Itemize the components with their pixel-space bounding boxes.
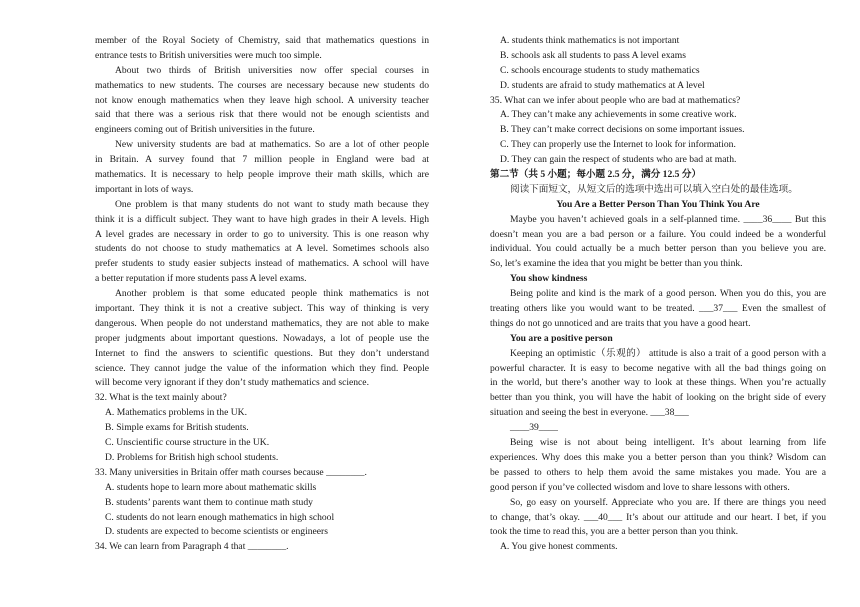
text-line: dangerous. When people do not understand mathematics, they are not able to make [95, 317, 429, 329]
section-heading: You Are a Better Person Than You Think You Are [556, 198, 760, 210]
answer-option: B. students’ parents want them to continue math study [105, 496, 313, 508]
text-line: will become very ignorant if they don’t study mathematics and science. [95, 377, 369, 389]
question-stem: 32. What is the text mainly about? [95, 392, 227, 404]
section-heading: You show kindness [510, 273, 588, 285]
text-line: New university students are bad at mathematics. So are a lot of other people [115, 139, 429, 151]
answer-option: D. They can gain the respect of students who are bad at math. [500, 154, 737, 166]
answer-option: D. Problems for British high school students. [105, 451, 279, 463]
text-line: Being polite and kind is the mark of a good person. When you do this, you are [510, 288, 826, 300]
text-line: better than you think, you will have the habit of looking on the bright side of every [490, 392, 826, 404]
text-line: good person if you’ve collected wisdom and love to share lessons with others. [490, 481, 790, 493]
text-line: A level grades are necessary in order to go to university. This is one reason why [95, 228, 429, 240]
text-line: students do not choose to study mathematics at A level. Sometimes schools also [95, 243, 429, 255]
answer-option: A. Mathematics problems in the UK. [105, 407, 248, 419]
text-line: Keeping an optimistic（乐观的） attitude is also a trait of a good person with a [510, 347, 826, 359]
text-line: things do not go unnoticed and are traits that you have a good heart. [490, 317, 751, 329]
text-line: situation and seeing the best in everyone. ___38___ [490, 407, 689, 419]
answer-option: C. students do not learn enough mathematics in high school [105, 511, 335, 523]
text-line: entrance tests to British universities were much too simple. [95, 49, 322, 61]
text-line: took the time to read this, you are a better person than you think. [490, 526, 739, 538]
text-line: experiences. Why does this make you a better person than you think? Wisdom can [490, 451, 826, 463]
text-line: So, let’s examine the idea that you might be better than you think. [490, 258, 743, 270]
text-line: powerful character. It is easy to become negative with all the bad things going on [490, 362, 826, 374]
answer-option: B. They can’t make correct decisions on some important issues. [500, 124, 745, 136]
text-line: Another problem is that some educated people think mathematics is not [115, 288, 429, 300]
text-line: in Britain. A survey found that 7 million people in England were bad at [95, 154, 429, 166]
text-line: mathematics to new students. The courses are necessary because new students do [95, 79, 429, 91]
text-line: proper judgments about important questions. Nowadays, a lot of people use the [95, 332, 429, 344]
text-line: a better reputation if more students pass A level exams. [95, 273, 307, 285]
question-stem: 35. What can we infer about people who are bad at mathematics? [490, 94, 741, 106]
answer-option: D. students are afraid to study mathematics at A level [500, 79, 705, 91]
answer-option: C. They can properly use the Internet to look for information. [500, 139, 736, 151]
text-line: 阅读下面短文，从短文后的选项中选出可以填入空白处的最佳选项。 [510, 183, 798, 195]
text-line: not know enough mathematics when they leave high school. A university teacher [95, 94, 429, 106]
text-line: important. They think it is not a creative subject. This way of thinking is very [95, 303, 429, 315]
section-heading: 第二节（共 5 小题；每小题 2.5 分，满分 12.5 分） [490, 169, 702, 181]
text-line: in the world, but there’s another way to look at these things. When you’re actually [490, 377, 826, 389]
answer-option: D. students are expected to become scientists or engineers [105, 526, 328, 538]
text-line: ____39____ [510, 422, 558, 434]
answer-option: C. schools encourage students to study mathematics [500, 64, 700, 76]
text-line: doesn’t mean you are a bad person or a failure. You could indeed be a wonderful [490, 228, 826, 240]
text-line: Maybe you haven’t achieved goals in a self-planned time. ____36____ But this [510, 213, 826, 225]
left-column [95, 34, 429, 555]
text-line: One problem is that many students do not want to study math because they [115, 198, 429, 210]
text-line: mathematics. It is necessary to help people improve their math skills, which are [95, 169, 429, 181]
text-line: important in lots of ways. [95, 183, 194, 195]
answer-option: C. Unscientific course structure in the UK. [105, 437, 270, 449]
text-line: Internet to find the answers to scientific questions. But they don’t understand [95, 347, 429, 359]
text-line: engineers coming out of British universities in the future. [95, 124, 315, 136]
text-line: Being wise is not about being intelligent. It’s about learning from life [510, 437, 826, 449]
text-line: individual. You could actually be a much better person than you believe you are. [490, 243, 826, 255]
section-heading: You are a positive person [510, 332, 613, 344]
text-line: said that there was a serious risk that there would not be enough scientists and [95, 109, 429, 121]
text-line: think it is a difficult subject. They want to have high grades in their A levels. High [95, 213, 429, 225]
right-column [490, 34, 826, 555]
text-line: So, go easy on yourself. Appreciate who you are. If there are things you need [510, 496, 826, 508]
question-stem: 34. We can learn from Paragraph 4 that ________. [95, 541, 289, 553]
answer-option: B. Simple exams for British students. [105, 422, 249, 434]
answer-option: A. students think mathematics is not important [500, 35, 680, 46]
text-line: science. They cannot judge the value of the information which they find. People [95, 362, 429, 374]
text-line: prefer students to study easier subjects instead of mathematics. A school will have [95, 258, 429, 270]
text-line: be passed to others to help them avoid the same mistakes you made. You are a [490, 466, 826, 478]
text-line: treating others like you would want to be treated. ___37___ Even the smallest of [490, 303, 826, 315]
answer-option: A. You give honest comments. [500, 541, 618, 553]
text-line: to change, that’s okay. ___40___ It’s about our attitude and our heart. I bet, if you [490, 511, 826, 523]
text-line: member of the Royal Society of Chemistry, said that mathematics questions in [95, 35, 429, 46]
answer-option: A. They can’t make any achievements in some creative work. [500, 109, 737, 121]
answer-option: B. schools ask all students to pass A level exams [500, 49, 686, 61]
text-line: About two thirds of British universities now offer special courses in [115, 64, 429, 76]
answer-option: A. students hope to learn more about mathematic skills [105, 481, 317, 493]
question-stem: 33. Many universities in Britain offer math courses because ________. [95, 466, 367, 478]
